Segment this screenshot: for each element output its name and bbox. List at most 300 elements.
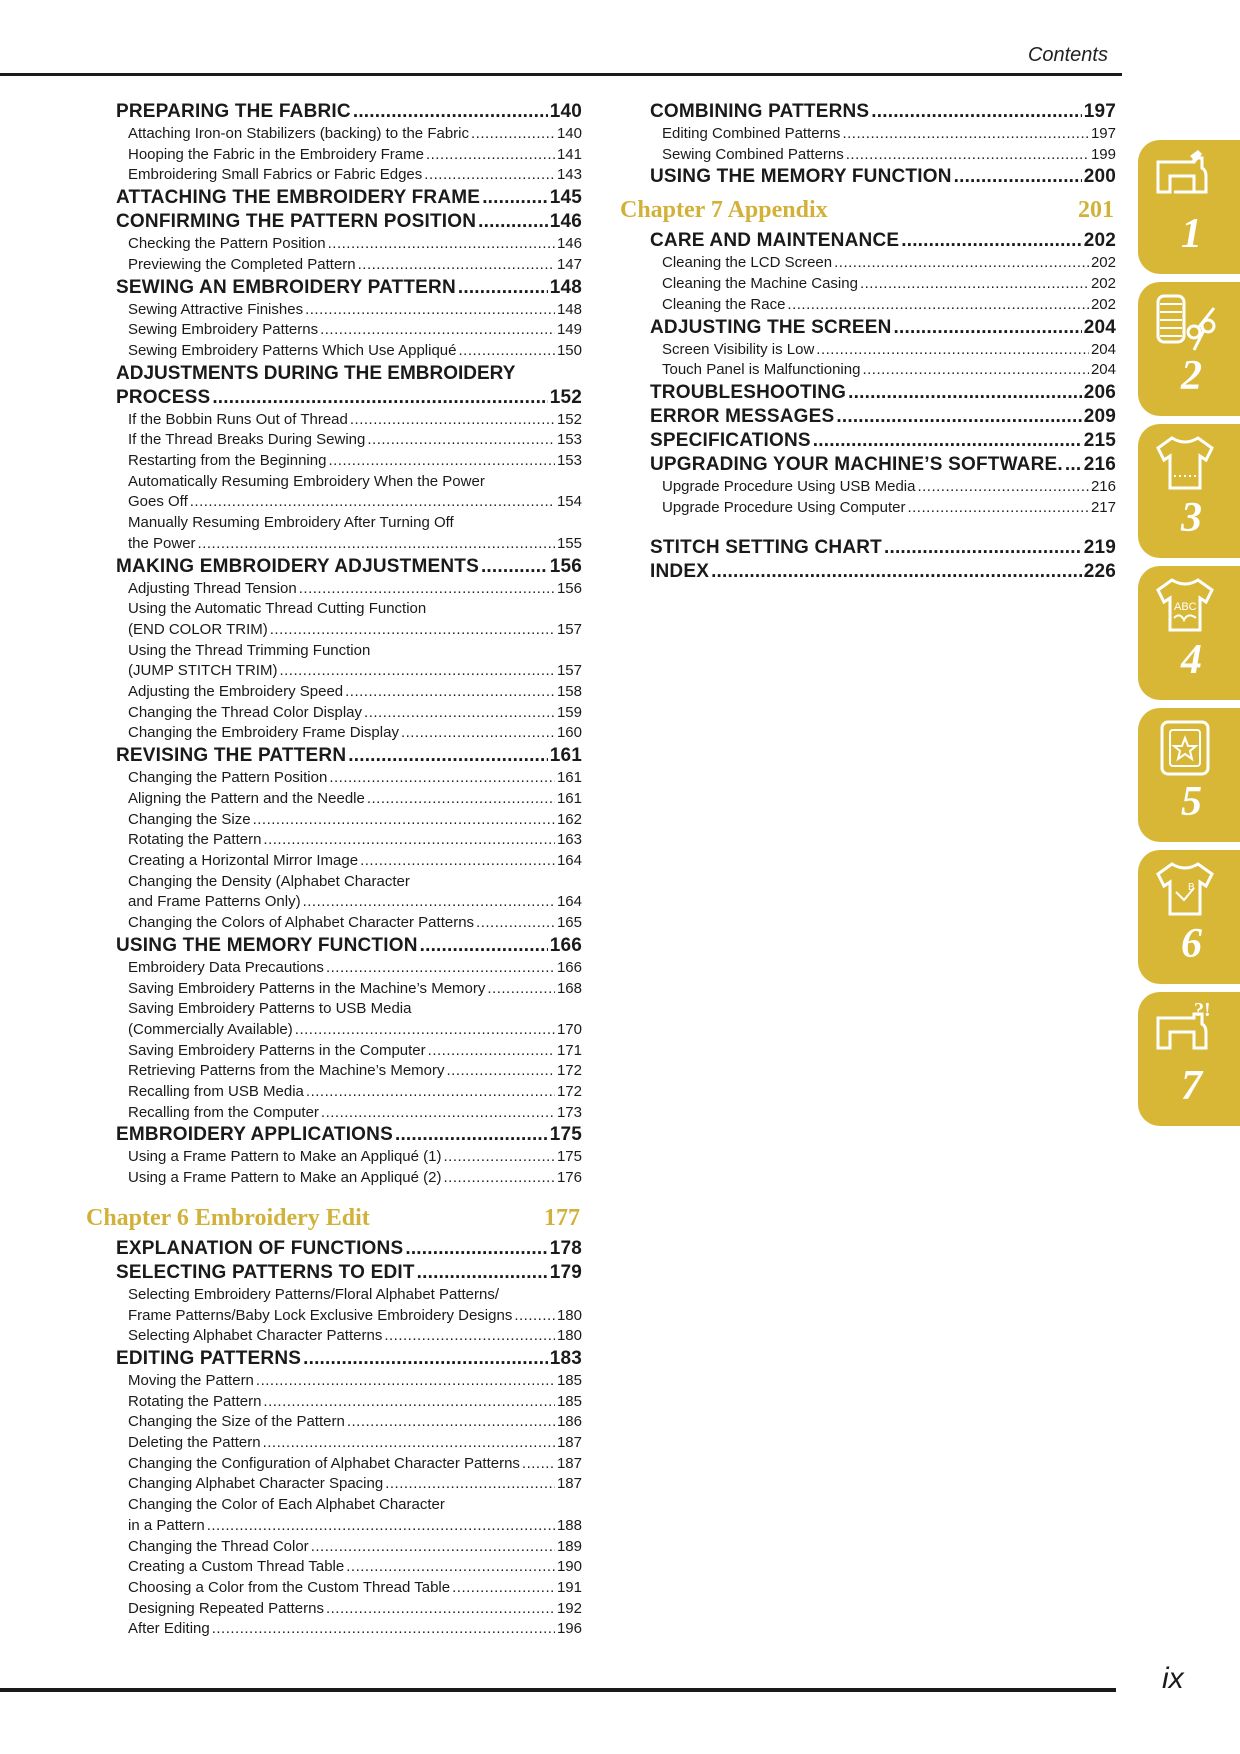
item-title: Choosing a Color from the Custom Thread Table [128,1578,451,1596]
item-page: 171 [556,1041,582,1059]
chapter-tabs [1138,140,1240,1134]
toc-section[interactable] [650,405,1116,429]
toc-item[interactable] [116,1557,582,1578]
toc-item[interactable] [116,234,582,255]
toc-item[interactable] [650,498,1116,519]
item-page: 186 [556,1413,582,1431]
dot-leader [514,1306,555,1327]
chapter-title: Chapter 6 Embroidery Edit [86,1204,370,1231]
item-page: 204 [1090,361,1116,379]
item-title: If the Thread Breaks During Sewing [128,431,366,449]
item-page: 158 [556,683,582,701]
item-page: 147 [556,255,582,273]
dot-leader [481,555,548,579]
toc-item[interactable] [116,1041,582,1062]
section-title: SEWING AN EMBROIDERY PATTERN [116,276,456,298]
dot-leader [384,1326,555,1347]
dot-leader [834,253,1089,274]
toc-section[interactable] [116,934,582,958]
dot-leader [279,661,555,682]
toc-item[interactable] [116,703,582,724]
toc-item[interactable] [116,165,582,186]
section-page: 179 [549,1261,582,1283]
toc-section[interactable] [116,1347,582,1371]
dot-leader [452,1578,555,1599]
item-title: If the Bobbin Runs Out of Thread [128,410,348,428]
toc-item[interactable] [650,274,1116,295]
item-page: 187 [556,1434,582,1452]
item-page: 202 [1090,254,1116,272]
section-page: 145 [549,187,582,209]
dot-leader [253,810,555,831]
item-page: 202 [1090,295,1116,313]
dot-leader [395,1123,548,1147]
chapter-tab-6[interactable] [1138,850,1240,984]
item-title: Cleaning the Race [662,295,786,313]
item-page: 161 [556,789,582,807]
section-title: PREPARING THE FABRIC [116,101,351,122]
dot-leader [428,1041,555,1062]
toc-item-line[interactable]: Automatically Resuming Embroidery When the Power [128,472,485,490]
toc-item-line[interactable]: Changing the Density (Alphabet Character [128,872,410,890]
item-page: 166 [556,958,582,976]
item-title: Changing the Thread Color Display [128,703,363,721]
toc-item[interactable] [650,340,1116,361]
toc-item[interactable] [116,1147,582,1168]
toc-item[interactable] [116,255,582,276]
section-title: MAKING EMBROIDERY ADJUSTMENTS [116,555,479,577]
toc-item[interactable] [116,830,582,851]
item-title: Moving the Pattern [128,1371,254,1389]
toc-section[interactable] [650,100,1116,124]
toc-item[interactable] [116,1599,582,1620]
section-page: 219 [1083,537,1116,559]
toc-item[interactable] [116,124,582,145]
toc-item[interactable] [116,451,582,472]
dot-leader [367,789,555,810]
toc-section[interactable] [650,560,1116,584]
chapter-tab-number: 1 [1181,211,1202,257]
dot-leader [367,430,555,451]
section-page: 204 [1083,316,1116,338]
item-page: 180 [556,1306,582,1324]
toc-item[interactable] [650,124,1116,145]
section-page: 152 [549,386,582,408]
section-title: EXPLANATION OF FUNCTIONS [116,1237,404,1259]
item-title: Touch Panel is Malfunctioning [662,361,861,379]
dot-leader [711,560,1082,584]
dot-leader [860,274,1089,295]
item-page: 185 [556,1371,582,1389]
dot-leader [426,145,555,166]
item-page: 152 [556,410,582,428]
toc-spacer [650,518,1116,536]
item-page: 172 [556,1062,582,1080]
dot-leader [447,1061,555,1082]
item-page: 180 [556,1327,582,1345]
svg-text:B: B [1188,882,1195,893]
chapter-tab-number: 3 [1181,495,1202,541]
section-title: SPECIFICATIONS [650,429,811,451]
dot-leader [353,100,548,124]
dot-leader [347,1412,555,1433]
dot-leader [385,1474,555,1495]
dot-leader [311,1537,555,1558]
toc-item[interactable] [116,1516,582,1537]
toc-chapter-heading[interactable] [620,195,1116,225]
dot-leader [901,229,1081,253]
toc-item[interactable] [116,1168,582,1189]
item-title: After Editing [128,1620,210,1638]
svg-text:?!: ?! [1194,1000,1211,1021]
item-page: 156 [556,579,582,597]
item-page: 150 [556,341,582,359]
toc-item[interactable] [116,810,582,831]
item-title: Adjusting the Embroidery Speed [128,683,344,701]
page-number: ix [1162,1662,1184,1695]
toc-item[interactable] [116,1474,582,1495]
toc-item[interactable] [650,477,1116,498]
toc-section[interactable] [116,210,582,234]
toc-item[interactable] [116,1061,582,1082]
dot-leader [303,1347,548,1371]
dot-leader [256,1371,555,1392]
item-title: (END COLOR TRIM) [128,620,268,638]
dot-leader [522,1454,555,1475]
header-title: Contents [1027,44,1108,66]
item-page: 164 [556,851,582,869]
toc-item[interactable] [116,1326,582,1347]
toc-section[interactable] [650,165,1116,189]
toc-section[interactable] [650,316,1116,340]
item-title: Saving Embroidery Patterns in the Computer [128,1041,426,1059]
dot-leader [836,405,1081,429]
toc-item[interactable] [116,410,582,431]
item-title: Hooping the Fabric in the Embroidery Frame [128,145,424,163]
toc-item[interactable] [650,253,1116,274]
dot-leader [328,234,555,255]
item-title: Changing the Pattern Position [128,769,328,787]
item-title: Embroidering Small Fabrics or Fabric Edges [128,166,423,184]
item-title: the Power [128,534,196,552]
chapter-tab-1[interactable] [1138,140,1240,274]
dot-leader [894,316,1082,340]
chapter-tab-2[interactable] [1138,282,1240,416]
toc-section[interactable] [116,1237,582,1261]
chapter-page: 177 [544,1204,580,1231]
toc-section[interactable] [650,429,1116,453]
section-title: ATTACHING THE EMBROIDERY FRAME [116,187,481,209]
toc-section[interactable] [116,100,582,124]
dot-leader [326,958,555,979]
dot-leader [320,320,555,341]
item-page: 192 [556,1599,582,1617]
item-page: 188 [556,1516,582,1534]
dot-leader [212,1619,555,1640]
toc-item[interactable] [116,789,582,810]
item-title: Editing Combined Patterns [662,125,841,142]
dot-leader [345,682,555,703]
item-title: Changing the Embroidery Frame Display [128,724,399,742]
toc-item[interactable] [116,723,582,744]
toc-item[interactable] [116,1578,582,1599]
toc-item[interactable] [116,1020,582,1041]
item-page: 204 [1090,340,1116,358]
item-title: Selecting Alphabet Character Patterns [128,1327,383,1345]
toc-item[interactable] [116,300,582,321]
item-title: Cleaning the LCD Screen [662,254,833,272]
section-page: 197 [1083,101,1116,122]
item-title: Cleaning the Machine Casing [662,275,858,293]
item-page: 216 [1090,477,1116,495]
item-page: 196 [556,1620,582,1638]
toc-section[interactable] [650,536,1116,560]
item-title: Rotating the Pattern [128,1392,262,1410]
toc-item[interactable] [650,145,1116,166]
toc-section[interactable] [116,744,582,768]
item-page: 187 [556,1475,582,1493]
item-page: 161 [556,769,582,787]
toc-item[interactable] [116,579,582,600]
toc-item[interactable] [116,620,582,641]
toc-item-line[interactable]: Saving Embroidery Patterns to USB Media [128,1000,412,1018]
chapter-tab-4[interactable] [1138,566,1240,700]
dot-leader [358,255,555,276]
item-page: 160 [556,724,582,742]
abc-embroidery-icon [1150,574,1220,636]
dot-leader [329,768,555,789]
dot-leader [350,410,555,431]
dot-leader [871,100,1081,124]
dot-leader [295,1020,555,1041]
item-page: 189 [556,1537,582,1555]
toc-item[interactable] [116,661,582,682]
item-title: Saving Embroidery Patterns in the Machine’s Memory [128,979,486,997]
toc-item[interactable] [116,1537,582,1558]
item-page: 202 [1090,275,1116,293]
toc-item[interactable] [116,1371,582,1392]
toc-item[interactable] [650,360,1116,381]
item-title: Deleting the Pattern [128,1434,261,1452]
section-page: 200 [1083,166,1116,188]
toc-section[interactable] [116,386,582,410]
toc-item[interactable] [116,979,582,1000]
toc-item[interactable] [116,768,582,789]
chapter-tab-7[interactable] [1138,992,1240,1126]
item-page: 148 [556,300,582,318]
dot-leader [458,276,548,300]
chapter-tab-5[interactable] [1138,708,1240,842]
toc-section[interactable] [116,276,582,300]
item-title: Using a Frame Pattern to Make an Appliqué (1) [128,1148,442,1166]
dot-leader [846,145,1089,166]
dot-leader [348,744,547,768]
toc-item-line[interactable]: Using the Thread Trimming Function [128,641,371,659]
dot-leader [303,892,555,913]
section-page: 226 [1083,561,1116,583]
toc-item[interactable] [116,1103,582,1124]
toc-item[interactable] [116,851,582,872]
item-title: Sewing Embroidery Patterns [128,321,319,339]
toc-item[interactable] [116,892,582,913]
section-page: 202 [1083,230,1116,252]
item-title: Changing Alphabet Character Spacing [128,1475,384,1493]
item-page: 149 [556,321,582,339]
toc-item-line[interactable]: Manually Resuming Embroidery After Turning Off [128,514,454,532]
item-title: Creating a Horizontal Mirror Image [128,851,359,869]
dot-leader [459,341,555,362]
item-page: 154 [556,493,582,511]
item-title: Changing the Size of the Pattern [128,1413,345,1431]
section-page: 216 [1083,453,1116,475]
item-title: Attaching Iron-on Stabilizers (backing) to the Fabric [128,125,469,142]
toc-item[interactable] [116,958,582,979]
dot-leader [306,1082,555,1103]
footer-rule [0,1688,1116,1692]
section-page: 140 [549,101,582,122]
dot-leader [917,477,1089,498]
item-page: 153 [556,452,582,470]
toc-item[interactable] [116,1392,582,1413]
item-page: 168 [556,979,582,997]
item-title: (Commercially Available) [128,1020,293,1038]
item-page: 165 [556,914,582,932]
item-title: Creating a Custom Thread Table [128,1558,345,1576]
item-title: Using a Frame Pattern to Make an Appliqué (2) [128,1169,442,1187]
dot-leader [471,124,555,145]
toc-item[interactable] [116,1412,582,1433]
item-title: Changing the Size [128,810,251,828]
item-title: Previewing the Completed Pattern [128,255,356,273]
section-title: STITCH SETTING CHART [650,537,882,559]
item-title: Sewing Attractive Finishes [128,300,304,318]
item-page: 172 [556,1083,582,1101]
toc-item[interactable] [116,430,582,451]
toc-item[interactable] [116,145,582,166]
section-title: USING THE MEMORY FUNCTION [650,166,952,188]
dot-leader [364,703,555,724]
section-title: PROCESS [116,386,211,408]
dot-leader [263,1392,555,1413]
toc-item[interactable] [116,534,582,555]
item-title: Changing the Colors of Alphabet Character Patterns [128,914,475,932]
thread-spool-scissors-icon [1150,290,1220,354]
dot-leader [212,386,547,410]
section-title: SELECTING PATTERNS TO EDIT [116,1261,415,1283]
item-title: Changing the Configuration of Alphabet Character Patterns [128,1454,520,1472]
item-page: 170 [556,1020,582,1038]
section-title: TROUBLESHOOTING [650,381,847,403]
item-title: Checking the Pattern Position [128,235,326,253]
dot-leader [444,1147,555,1168]
item-page: 162 [556,810,582,828]
toc-item[interactable] [116,1433,582,1454]
header-rule [0,73,1122,76]
dot-leader [263,1433,555,1454]
toc-chapter-heading[interactable] [86,1203,582,1233]
toc-item-line[interactable]: Using the Automatic Thread Cutting Function [128,600,427,618]
toc-item[interactable] [116,492,582,513]
section-page: 209 [1083,405,1116,427]
item-title: Screen Visibility is Low [662,340,815,358]
item-page: 163 [556,831,582,849]
section-title: CONFIRMING THE PATTERN POSITION [116,211,477,233]
toc-item[interactable] [116,913,582,934]
toc-item[interactable] [116,341,582,362]
dot-leader [862,360,1089,381]
toc-section[interactable] [116,555,582,579]
dot-leader [813,429,1082,453]
shirt-edit-icon [1150,858,1220,920]
toc-item-line[interactable]: Changing the Color of Each Alphabet Character [128,1496,445,1514]
item-page: 164 [556,893,582,911]
item-page: 187 [556,1454,582,1472]
item-page: 185 [556,1392,582,1410]
item-page: 146 [556,235,582,253]
dot-leader [907,498,1089,519]
chapter-tab-number: 5 [1181,779,1202,825]
toc-item[interactable] [116,1306,582,1327]
dot-leader [787,295,1089,316]
section-title: COMBINING PATTERNS [650,101,870,122]
toc-section[interactable] [116,1261,582,1285]
section-page: 215 [1083,429,1116,451]
chapter-tab-3[interactable] [1138,424,1240,558]
section-page: 156 [549,555,582,577]
dot-leader [263,830,555,851]
dot-leader [198,534,555,555]
section-page: 206 [1083,381,1116,403]
item-title: Aligning the Pattern and the Needle [128,789,365,807]
section-title: REVISING THE PATTERN [116,745,347,767]
section-title: USING THE MEMORY FUNCTION [116,934,418,956]
item-title: Embroidery Data Precautions [128,958,324,976]
item-page: 155 [556,534,582,552]
toc-item[interactable] [116,1082,582,1103]
dot-leader [424,165,555,186]
dot-leader [270,620,555,641]
toc-section[interactable] [650,453,1116,477]
toc-section[interactable] [116,1123,582,1147]
toc-item-line[interactable]: Selecting Embroidery Patterns/Floral Alphabet Patterns/ [128,1285,500,1303]
item-title: in a Pattern [128,1516,205,1534]
section-page: 175 [549,1124,582,1146]
item-title: Designing Repeated Patterns [128,1599,324,1617]
dot-leader [405,1237,547,1261]
item-title: Rotating the Pattern [128,831,262,849]
chapter-tab-number: 4 [1181,637,1202,683]
sewing-machine-icon [1150,148,1214,208]
toc-right-column [620,100,1116,584]
toc-item[interactable] [116,682,582,703]
section-page: 183 [549,1347,582,1369]
item-page: 191 [556,1578,582,1596]
toc-section[interactable] [116,186,582,210]
item-page: 190 [556,1558,582,1576]
toc-section[interactable] [650,229,1116,253]
item-page: 159 [556,703,582,721]
dot-leader [321,1103,555,1124]
toc-item[interactable] [116,1454,582,1475]
toc-item[interactable] [116,320,582,341]
chapter-page: 201 [1078,197,1114,224]
chapter-tab-number: 6 [1181,921,1202,967]
toc-item[interactable] [116,1619,582,1640]
toc-section[interactable] [650,381,1116,405]
item-title: Recalling from USB Media [128,1083,304,1101]
toc-item[interactable] [650,295,1116,316]
toc-section-line[interactable]: ADJUSTMENTS DURING THE EMBROIDERY [116,362,516,384]
